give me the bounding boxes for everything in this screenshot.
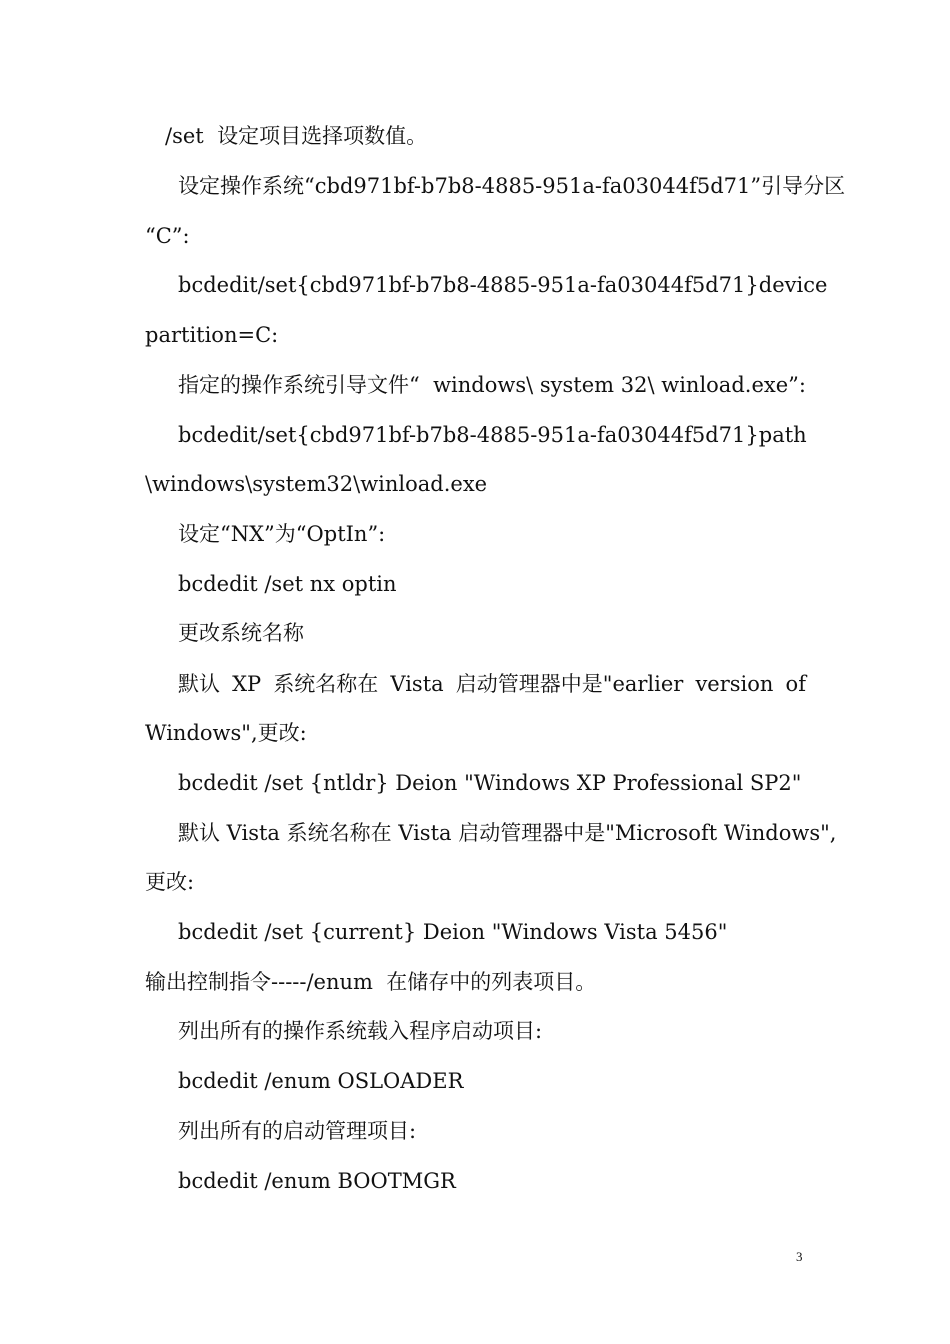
- command-line: bcdedit /enum OSLOADER: [178, 1069, 464, 1093]
- text-line: 设定操作系统“cbd971bf-b7b8-4885-951a-fa03044f5d71”引导分区: [178, 174, 846, 198]
- command-token: /set: [257, 273, 297, 297]
- command-line: [178, 422, 806, 448]
- text-line: [178, 671, 806, 697]
- text-line: “C”:: [145, 224, 190, 248]
- command-line: [178, 272, 828, 298]
- text-line: Windows",更改:: [145, 721, 307, 745]
- text-line: 默认 Vista 系统名称在 Vista 启动管理器中是"Microsoft Windows",: [178, 821, 837, 845]
- section-heading: 更改系统名称: [178, 621, 304, 645]
- text-line: 列出所有的操作系统载入程序启动项目:: [178, 1019, 543, 1043]
- text-line: 列出所有的启动管理项目:: [178, 1119, 417, 1143]
- page-number: 3: [796, 1249, 803, 1264]
- command-line: bcdedit /enum BOOTMGR: [178, 1169, 456, 1193]
- command-line: bcdedit /set nx optin: [178, 572, 397, 596]
- text-line: 设定“NX”为“OptIn”:: [178, 522, 386, 546]
- command-token: {cbd971bf-b7b8-4885-951a-fa03044f5d71}: [296, 273, 759, 297]
- text-line: /set 设定项目选择项数值。: [165, 124, 428, 148]
- text-line: 指定的操作系统引导文件“ windows\ system 32\ winload.exe”:: [178, 373, 806, 397]
- text-token: 系统名称在: [273, 672, 379, 696]
- text-line: 更改:: [145, 870, 195, 894]
- command-token: device: [758, 273, 828, 297]
- command-line: bcdedit /set {ntldr} Deion "Windows XP Professional SP2": [178, 771, 802, 795]
- text-token: version: [695, 672, 774, 696]
- section-heading: 输出控制指令-----/enum 在储存中的列表项目。: [145, 970, 597, 994]
- text-line: \windows\system32\winload.exe: [145, 472, 488, 496]
- command-token: bcdedit: [178, 423, 258, 447]
- command-token: {cbd971bf-b7b8-4885-951a-fa03044f5d71}: [296, 423, 759, 447]
- command-line: bcdedit /set {current} Deion "Windows Vista 5456": [178, 920, 728, 944]
- command-token: /set: [257, 423, 297, 447]
- text-token: XP: [232, 672, 262, 696]
- text-token: 默认: [178, 672, 220, 696]
- text-token: Vista: [390, 672, 444, 696]
- text-token: of: [785, 672, 806, 696]
- command-token: path: [758, 423, 807, 447]
- text-line: partition=C:: [145, 323, 279, 347]
- command-token: bcdedit: [178, 273, 258, 297]
- text-token: 启动管理器中是"earlier: [455, 672, 684, 696]
